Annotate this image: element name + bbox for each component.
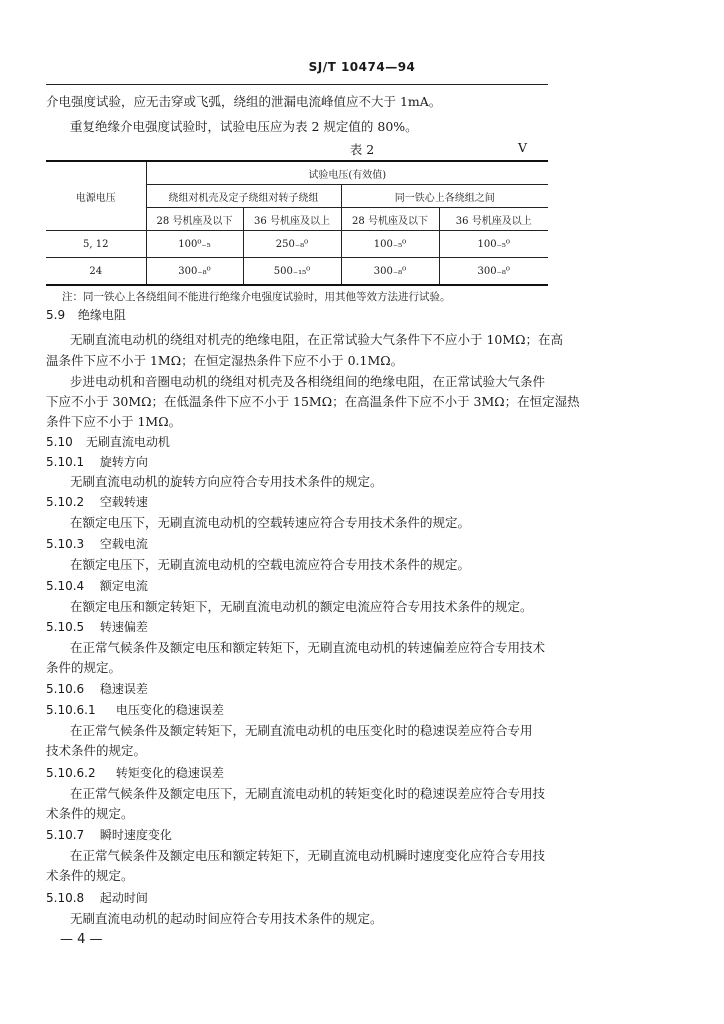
cell-value: 100⁰₋₅ <box>146 231 243 258</box>
section-heading-5-10-5 <box>46 618 548 636</box>
paragraph-line: 条件的规定。 <box>46 660 122 675</box>
table-title: 表 2 <box>349 142 375 157</box>
section-number: 5.9 <box>46 308 66 322</box>
cell-value: 100₋₅⁰ <box>341 231 439 258</box>
paragraph-line: 温条件下应不小于 1MΩ；在恒定湿热条件下应不小于 0.1MΩ。 <box>46 353 404 368</box>
table-note: 注：同一铁心上各绕组间不能进行绝缘介电强度试验时，用其他等效方法进行试验。 <box>62 291 451 303</box>
header-sub-ge36: 36 号机座及以上 <box>439 208 548 231</box>
table-unit: V <box>518 140 528 155</box>
cell-supply: 24 <box>46 258 146 286</box>
paragraph-line: 在正常气候条件及额定转矩下，无刷直流电动机的电压变化时的稳速误差应符合专用 <box>70 723 533 738</box>
header-sub-le28: 28 号机座及以下 <box>341 208 439 231</box>
section-heading-5-10-3 <box>46 535 548 553</box>
section-title: 额定电流 <box>99 579 148 593</box>
section-title: 无刷直流电动机 <box>85 435 170 449</box>
paragraph-line: 在正常气候条件及额定电压下，无刷直流电动机的转矩变化时的稳速误差应符合专用技 <box>70 786 546 801</box>
header-rule <box>46 84 548 85</box>
section-number: 5.10.2 <box>46 495 85 509</box>
cell-value: 300₋₈⁰ <box>146 258 243 286</box>
paragraph-line: 步进电动机和音圈电动机的绕组对机壳及各相绕组间的绝缘电阻，在正常试验大气条件 <box>70 374 546 389</box>
section-number: 5.10.3 <box>46 537 85 551</box>
section-heading-5-10-7 <box>46 826 548 844</box>
section-title: 空载电流 <box>99 537 148 551</box>
section-title: 空载转速 <box>99 495 148 509</box>
table-row <box>46 231 548 258</box>
section-heading-5-10-6 <box>46 680 548 698</box>
section-title: 起动时间 <box>99 891 148 905</box>
cell-value: 300₋₈⁰ <box>341 258 439 286</box>
test-voltage-table <box>46 160 548 286</box>
section-heading-5-10-4 <box>46 577 548 595</box>
intro-line-1: 介电强度试验，应无击穿或飞弧，绕组的泄漏电流峰值应不大于 1mA。 <box>46 94 442 109</box>
cell-value: 300₋₈⁰ <box>439 258 548 286</box>
section-number: 5.10.8 <box>46 891 85 905</box>
intro-line-2: 重复绝缘介电强度试验时，试验电压应为表 2 规定值的 80%。 <box>70 119 418 134</box>
section-number: 5.10.1 <box>46 455 85 469</box>
header-test-voltage: 试验电压(有效值) <box>146 161 548 185</box>
section-heading-5-10 <box>46 433 548 451</box>
section-title: 转速偏差 <box>99 620 148 634</box>
paragraph-line: 无刷直流电动机的起动时间应符合专用技术条件的规定。 <box>70 911 383 926</box>
paragraph-line: 术条件的规定。 <box>46 868 134 883</box>
section-heading-5-10-1 <box>46 453 548 471</box>
section-heading-5-10-6-2 <box>46 764 548 782</box>
section-number: 5.10.5 <box>46 620 85 634</box>
section-number: 5.10.6.1 <box>46 703 96 717</box>
section-heading-5-10-6-1 <box>46 701 548 719</box>
section-number: 5.10.4 <box>46 579 85 593</box>
paragraph-line: 在额定电压和额定转矩下，无刷直流电动机的额定电流应符合专用技术条件的规定。 <box>70 599 533 614</box>
paragraph-line: 在正常气候条件及额定电压和额定转矩下，无刷直流电动机的转速偏差应符合专用技术 <box>70 640 546 655</box>
section-title: 绝缘电阻 <box>77 308 126 322</box>
header-sub-le28: 28 号机座及以下 <box>146 208 243 231</box>
section-heading-5-10-8 <box>46 889 548 907</box>
cell-value: 250₋₈⁰ <box>243 231 341 258</box>
section-heading-5-10-2 <box>46 493 548 511</box>
paragraph-line: 在正常气候条件及额定电压和额定转矩下，无刷直流电动机瞬时速度变化应符合专用技 <box>70 848 546 863</box>
table-row <box>46 258 548 286</box>
page-number: — 4 — <box>60 932 103 947</box>
standard-code-header: SJ/T 10474—94 <box>308 60 416 74</box>
cell-value: 500₋₁₅⁰ <box>243 258 341 286</box>
section-title: 瞬时速度变化 <box>99 828 172 842</box>
header-sub-ge36: 36 号机座及以上 <box>243 208 341 231</box>
section-title: 转矩变化的稳速误差 <box>115 766 224 780</box>
header-group-same-core: 同一铁心上各绕组之间 <box>341 185 548 208</box>
section-title: 旋转方向 <box>99 455 148 469</box>
section-title: 电压变化的稳速误差 <box>115 703 224 717</box>
header-supply-voltage: 电源电压 <box>46 161 146 231</box>
paragraph-line: 术条件的规定。 <box>46 806 134 821</box>
paragraph-line: 下应不小于 30MΩ；在低温条件下应不小于 15MΩ；在高温条件下应不小于 3MΩ；在恒定湿热 <box>46 394 580 409</box>
section-number: 5.10 <box>46 435 73 449</box>
paragraph-line: 无刷直流电动机的旋转方向应符合专用技术条件的规定。 <box>70 474 383 489</box>
section-heading-5-9 <box>46 306 548 324</box>
paragraph-line: 在额定电压下，无刷直流电动机的空载电流应符合专用技术条件的规定。 <box>70 557 471 572</box>
section-number: 5.10.6.2 <box>46 766 96 780</box>
section-number: 5.10.6 <box>46 682 85 696</box>
cell-supply: 5, 12 <box>46 231 146 258</box>
paragraph-line: 无刷直流电动机的绕组对机壳的绝缘电阻，在正常试验大气条件下不应小于 10MΩ；在高 <box>70 332 564 347</box>
section-number: 5.10.7 <box>46 828 85 842</box>
section-title: 稳速误差 <box>99 682 148 696</box>
header-group-winding-frame: 绕组对机壳及定子绕组对转子绕组 <box>146 185 341 208</box>
cell-value: 100₋₅⁰ <box>439 231 548 258</box>
paragraph-line: 在额定电压下，无刷直流电动机的空载转速应符合专用技术条件的规定。 <box>70 515 471 530</box>
paragraph-line: 条件下应不小于 1MΩ。 <box>46 414 182 429</box>
paragraph-line: 技术条件的规定。 <box>46 743 147 758</box>
